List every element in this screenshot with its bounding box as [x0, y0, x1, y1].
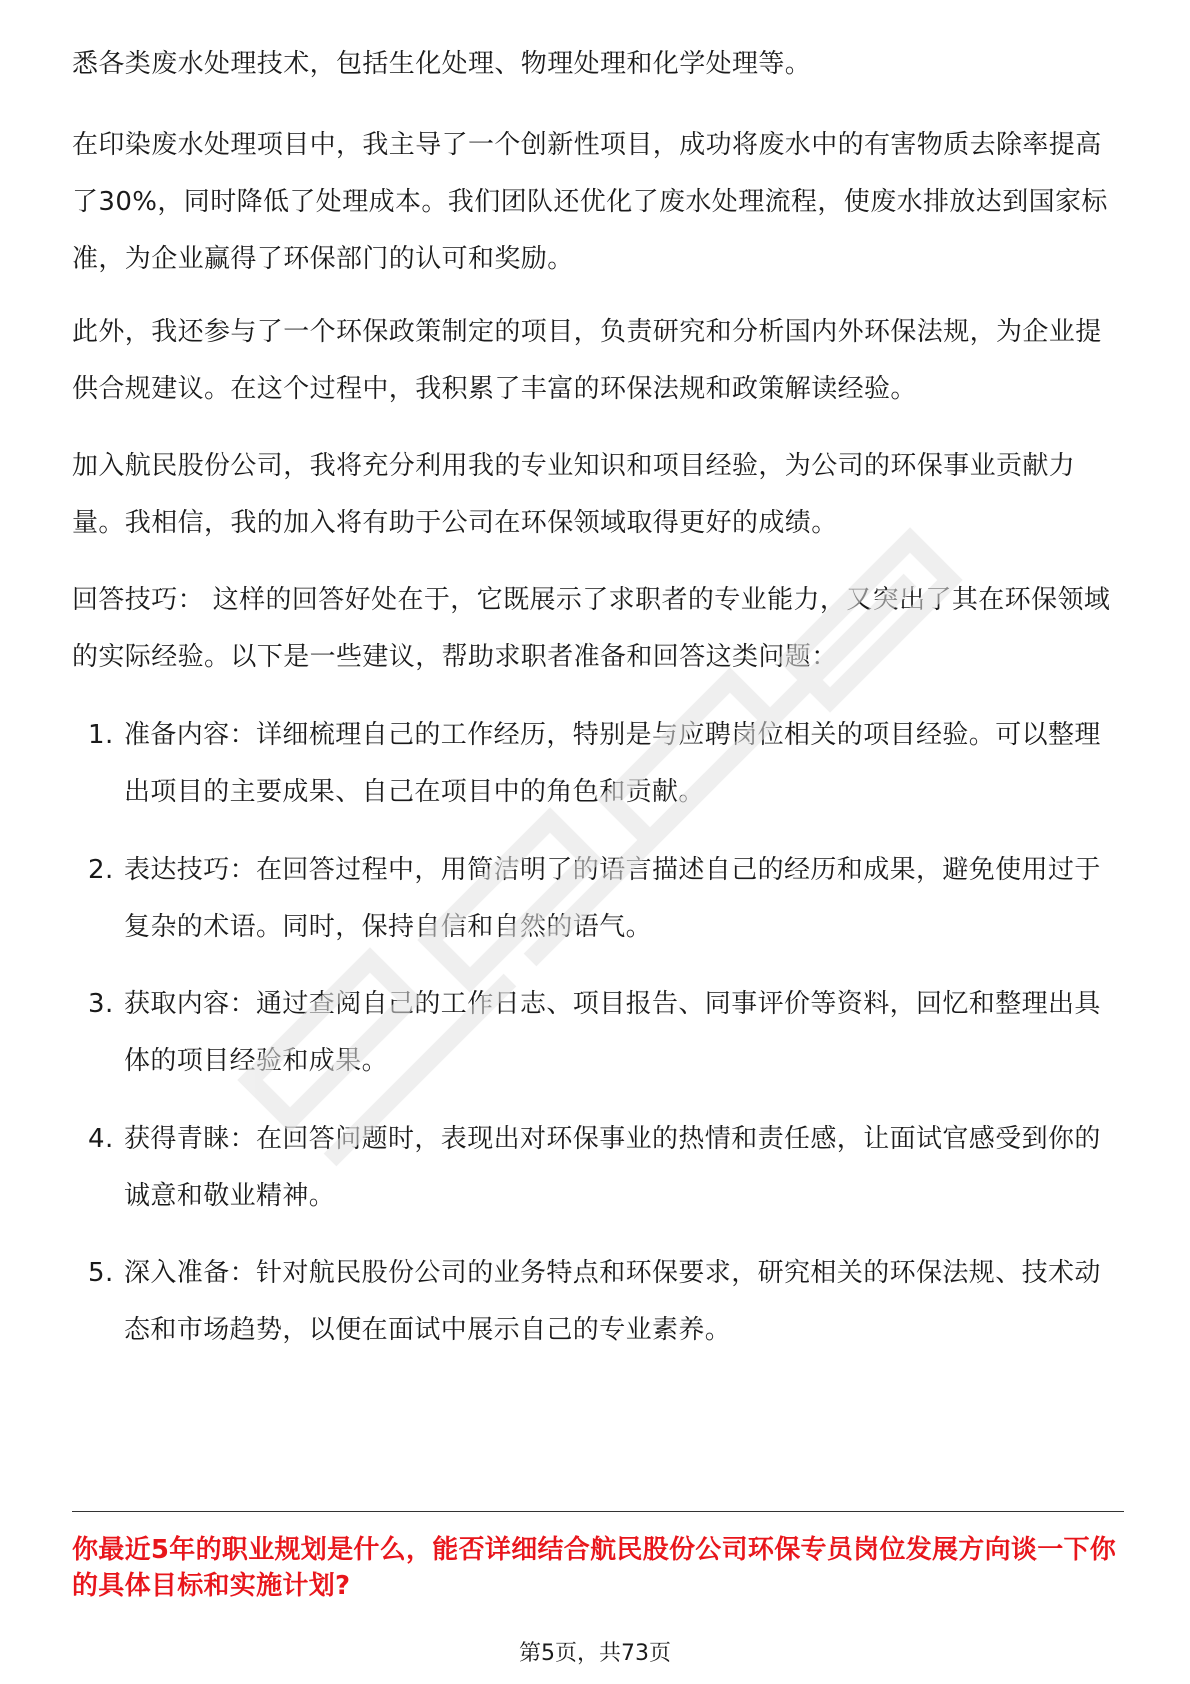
list-item-text: 表达技巧：在回答过程中，用简洁明了的语言描述自己的经历和成果，避免使用过于复杂的术语。同时，保持自信和自然的语气。	[124, 855, 1101, 942]
document-page	[72, 0, 1124, 1684]
list-number: 4.	[88, 1124, 114, 1154]
paragraph-4: 加入航民股份公司，我将充分利用我的专业知识和项目经验，为公司的环保事业贡献力量。我相信，我的加入将有助于公司在环保领域取得更好的成绩。	[72, 451, 1076, 538]
list-number: 2.	[88, 855, 114, 885]
paragraph-2: 在印染废水处理项目中，我主导了一个创新性项目，成功将废水中的有害物质去除率提高了30%，同时降低了处理成本。我们团队还优化了废水处理流程，使废水排放达到国家标准，为企业赢得了环保部门的认可和奖励。	[72, 130, 1108, 274]
page-number-footer: 第5页，共73页	[519, 1641, 671, 1666]
list-item	[72, 976, 1124, 1090]
list-item	[72, 707, 1124, 821]
list-number: 3.	[88, 989, 114, 1019]
paragraph-1: 悉各类废水处理技术，包括生化处理、物理处理和化学处理等。	[72, 49, 812, 79]
list-item	[72, 842, 1124, 956]
list-item-text: 准备内容：详细梳理自己的工作经历，特别是与应聘岗位相关的项目经验。可以整理出项目的主要成果、自己在项目中的角色和贡献。	[124, 720, 1101, 807]
list-number: 1.	[88, 720, 114, 750]
list-item	[72, 1245, 1124, 1359]
next-question-heading: 你最近5年的职业规划是什么，能否详细结合航民股份公司环保专员岗位发展方向谈一下你的具体目标和实施计划?	[72, 1535, 1117, 1601]
list-item	[72, 1111, 1124, 1225]
list-item-text: 获得青睐：在回答问题时，表现出对环保事业的热情和责任感，让面试官感受到你的诚意和敬业精神。	[124, 1124, 1101, 1211]
list-item-text: 获取内容：通过查阅自己的工作日志、项目报告、同事评价等资料，回忆和整理出具体的项目经验和成果。	[124, 989, 1101, 1076]
paragraph-3: 此外，我还参与了一个环保政策制定的项目，负责研究和分析国内外环保法规，为企业提供合规建议。在这个过程中，我积累了丰富的环保法规和政策解读经验。	[72, 317, 1102, 404]
section-divider	[72, 1511, 1124, 1512]
list-item-text: 深入准备：针对航民股份公司的业务特点和环保要求，研究相关的环保法规、技术动态和市场趋势，以便在面试中展示自己的专业素养。	[124, 1258, 1101, 1345]
list-number: 5.	[88, 1258, 114, 1288]
answer-tips-intro: 回答技巧： 这样的回答好处在于，它既展示了求职者的专业能力，又突出了其在环保领域的实际经验。以下是一些建议，帮助求职者准备和回答这类问题：	[72, 585, 1111, 672]
